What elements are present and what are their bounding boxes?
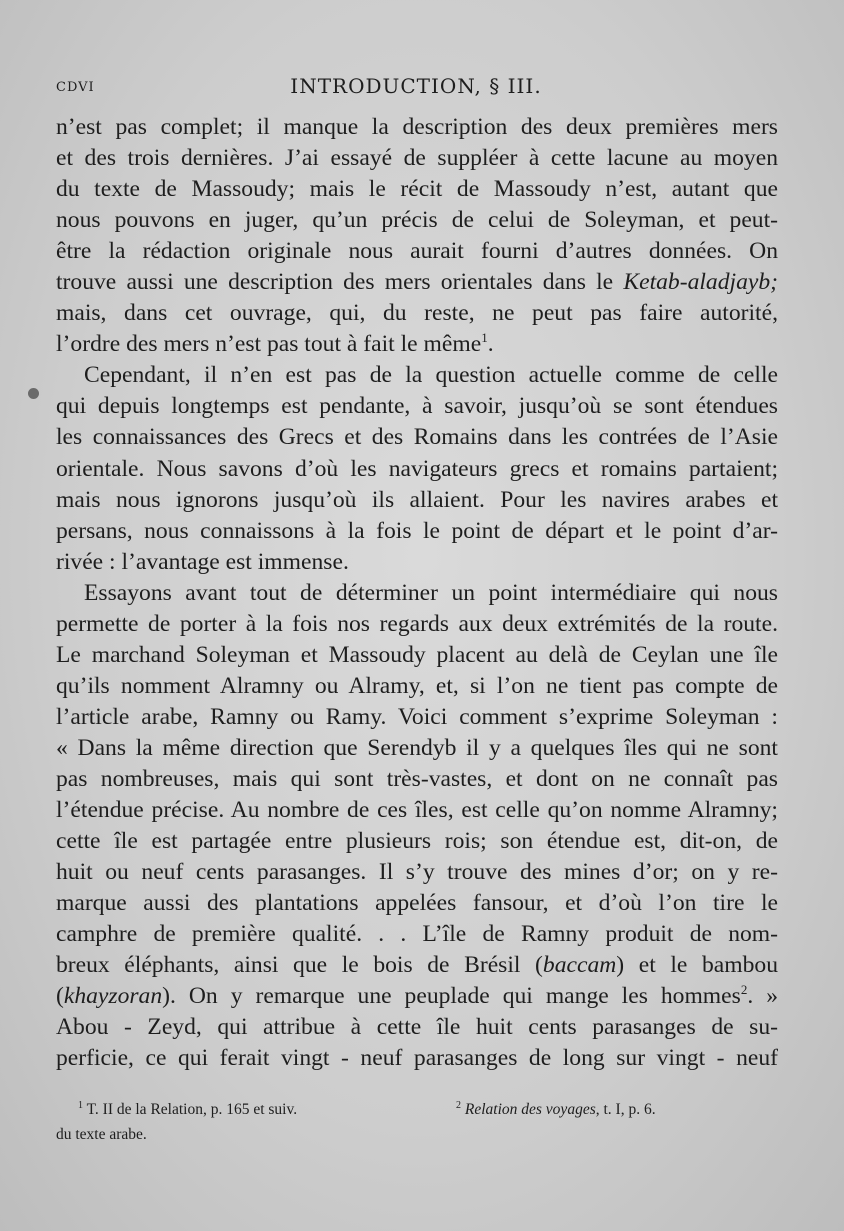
footnote-text: , t. I, p. 6.	[595, 1101, 656, 1119]
footnote-title: Relation des voyages	[464, 1101, 596, 1119]
text-line: être la rédaction originale nous aurait fourni d’autres données. On	[56, 238, 778, 265]
text-line: du texte de Massoudy; mais le récit de Massoudy n’est, autant que	[56, 176, 778, 203]
footnote-2	[456, 1100, 656, 1119]
footnote-number: 2	[456, 1100, 461, 1111]
italic-term: khayzoran	[63, 983, 163, 1010]
text-segment: .	[487, 331, 494, 358]
text-line: « Dans la même direction que Serendyb il y a quelques îles qui ne sont	[56, 734, 778, 761]
page-header	[56, 74, 776, 104]
text-line: les connaissances des Grecs et des Romains dans les contrées de l’Asie	[56, 424, 778, 451]
footnote-ref: 1	[481, 330, 488, 346]
text-line: nous pouvons en juger, qu’un précis de celui de Soleyman, et peut-	[56, 207, 778, 234]
running-title: INTRODUCTION, § III.	[290, 74, 542, 98]
text-line: mais, dans cet ouvrage, qui, du reste, ne peut pas faire autorité,	[56, 300, 778, 327]
text-line	[56, 950, 778, 981]
text-segment: . »	[747, 983, 778, 1010]
italic-term: baccam	[542, 952, 617, 979]
footnote-text: T. II de la Relation, p. 165 et suiv.	[86, 1101, 298, 1119]
text-line: Cependant, il n’en est pas de la question actuelle comme de celle	[84, 362, 778, 389]
text-line: Le marchand Soleyman et Massoudy placent au delà de Ceylan une île	[56, 641, 778, 668]
text-line: huit ou neuf cents parasanges. Il s’y trouve des mines d’or; on y re-	[56, 859, 778, 886]
text-line: camphre de première qualité. . . L’île de Ramny produit de nom-	[56, 921, 778, 948]
text-line: persans, nous connaissons à la fois le point de départ et le point d’ar-	[56, 517, 778, 544]
text-line: n’est pas complet; il manque la description des deux premières mers	[56, 114, 778, 140]
page-number: CDVI	[56, 80, 95, 95]
text-line: Abou - Zeyd, qui attribue à cette île huit cents parasanges de su-	[56, 1014, 778, 1041]
text-line: l’article arabe, Ramny ou Ramy. Voici comment s’exprime Soleyman :	[56, 703, 778, 730]
text-segment: breux éléphants, ainsi que le bois de Brésil (	[56, 952, 543, 979]
footnote-ref: 2	[740, 982, 748, 998]
text-line: qui depuis longtemps est pendante, à savoir, jusqu’où se sont étendues	[56, 393, 778, 420]
body-text	[56, 112, 778, 1074]
text-line: orientale. Nous savons d’où les navigateurs grecs et romains partaient;	[56, 455, 778, 482]
ink-spot	[28, 388, 39, 399]
text-line: cette île est partagée entre plusieurs rois; son étendue est, dit-on, de	[56, 828, 778, 855]
text-line: marque aussi des plantations appelées fansour, et d’où l’on tire le	[56, 890, 778, 917]
text-line: mais nous ignorons jusqu’où ils allaient. Pour les navires arabes et	[56, 486, 778, 513]
footnote-1-continued: du texte arabe.	[56, 1126, 147, 1143]
text-segment: (	[56, 983, 64, 1010]
text-line: et des trois dernières. J’ai essayé de suppléer à cette lacune au moyen	[56, 145, 778, 172]
text-line: qu’ils nomment Alramny ou Alramy, et, si l’on ne tient pas compte de	[56, 672, 778, 699]
text-segment: ). On y remarque une peuplade qui mange les hommes	[162, 983, 741, 1010]
text-segment: trouve aussi une description des mers orientales dans le	[56, 269, 624, 296]
italic-title: Ketab-aladjayb;	[623, 269, 778, 296]
text-segment: ) et le bambou	[616, 952, 778, 979]
text-line: l’étendue précise. Au nombre de ces îles, est celle qu’on nomme Alramny;	[56, 797, 778, 824]
text-line: permette de porter à la fois nos regards aux deux extrémités de la route.	[56, 610, 778, 637]
text-line: rivée : l’avantage est immense.	[56, 548, 349, 575]
footnote-number: 1	[78, 1100, 83, 1111]
text-line	[56, 329, 778, 360]
text-line: Essayons avant tout de déterminer un point intermédiaire qui nous	[84, 579, 778, 606]
text-line: perficie, ce qui ferait vingt - neuf parasanges de long sur vingt - neuf	[56, 1045, 778, 1072]
text-line	[56, 981, 778, 1012]
text-line: pas nombreuses, mais qui sont très-vastes, et dont on ne connaît pas	[56, 765, 778, 792]
text-line	[56, 267, 778, 298]
footnote-1	[78, 1100, 297, 1119]
text-segment: l’ordre des mers n’est pas tout à fait le même	[56, 331, 482, 358]
